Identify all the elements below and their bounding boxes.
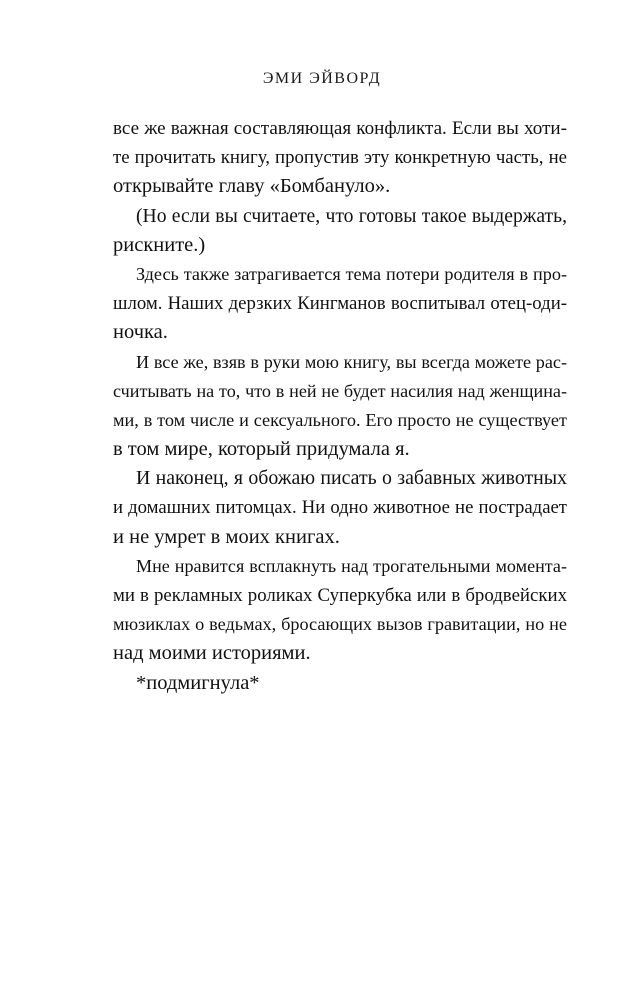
- text-line: и не умрет в моих книгах.: [113, 525, 340, 548]
- text-line: ми в рекламных роликах Суперкубка или в бродвейских: [113, 585, 567, 606]
- text-line: ночка.: [113, 321, 168, 344]
- text-line: ми, в том числе и сексуального. Его просто не существует: [113, 409, 567, 430]
- body-text: [113, 114, 567, 698]
- text-line: И наконец, я обожаю писать о забавных животных: [136, 467, 567, 490]
- text-line: и домашних питомцах. Ни одно животное не пострадает: [113, 497, 567, 519]
- running-head: ЭМИ ЭЙВОРД: [262, 70, 382, 87]
- text-line: те прочитать книгу, пропустив эту конкретную часть, не: [113, 147, 567, 169]
- text-line: все же важная составляющая конфликта. Если вы хоти-: [113, 118, 567, 139]
- text-line: мюзиклах о ведьмах, бросающих вызов гравитации, но не: [113, 614, 567, 635]
- text-line: шлом. Наших дерзких Кингманов воспитывал отец-оди-: [113, 293, 567, 315]
- text-line: над моими историями.: [113, 642, 311, 665]
- text-line: Здесь также затрагивается тема потери родителя в про-: [136, 263, 567, 284]
- text-line: *подмигнула*: [136, 671, 260, 694]
- text-line: в том мире, который придумала я.: [113, 438, 410, 461]
- text-line: Мне нравится всплакнуть над трогательными момента-: [136, 555, 567, 576]
- text-line: И все же, взяв в руки мою книгу, вы всегда можете рас-: [136, 351, 567, 372]
- text-line: считывать на то, что в ней не будет насилия над женщина-: [113, 380, 567, 401]
- text-line: (Но если вы считаете, что готовы такое выдержать,: [136, 204, 567, 227]
- text-line: рискните.): [113, 233, 206, 256]
- text-line: открывайте главу «Бомбануло».: [113, 175, 391, 198]
